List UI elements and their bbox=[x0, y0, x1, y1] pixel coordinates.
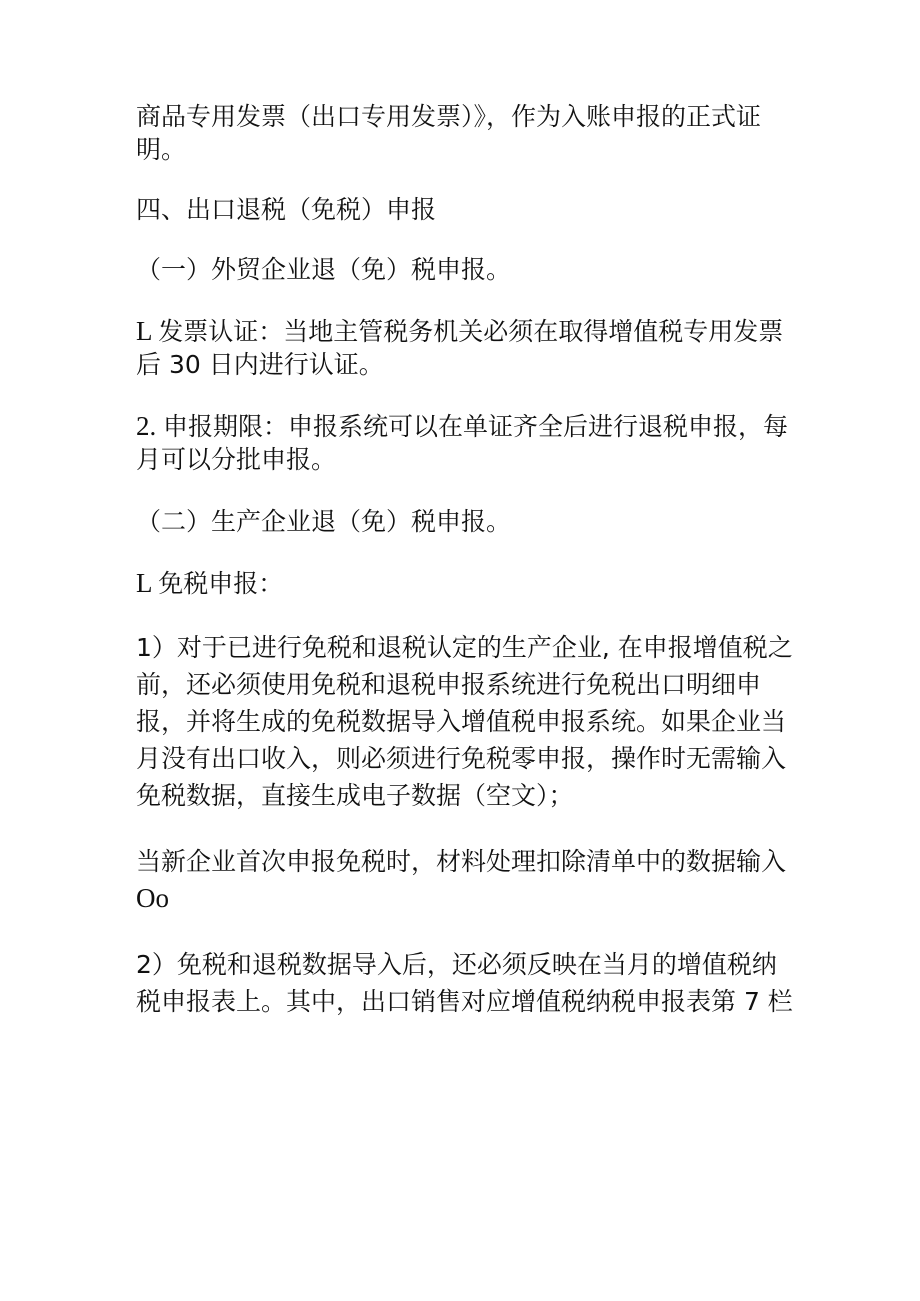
list-marker: 2. bbox=[136, 411, 163, 441]
text-line: 后 30 日内进行认证。 bbox=[136, 350, 384, 379]
text-line: 月没有出口收入，则必须进行免税零申报，操作时无需输入 bbox=[136, 744, 787, 773]
paragraph-invoice-proof bbox=[136, 100, 796, 166]
text-line: 发票认证：当地主管税务机关必须在取得增值税专用发票 bbox=[158, 317, 784, 346]
subsection-heading-production bbox=[136, 505, 796, 538]
text-line: 报，并将生成的免税数据导入增值税申报系统。如果企业当 bbox=[136, 707, 787, 736]
paragraph-exemption-step-2 bbox=[136, 946, 796, 1020]
text-line: （二）生产企业退（免）税申报。 bbox=[136, 507, 512, 536]
text-line: 1）对于已进行免税和退税认定的生产企业, 在申报增值税之 bbox=[136, 633, 793, 662]
text-line: 前，还必须使用免税和退税申报系统进行免税出口明细申 bbox=[136, 670, 762, 699]
text-line: 申报期限：申报系统可以在单证齐全后进行退税申报，每 bbox=[163, 412, 789, 441]
document-body bbox=[136, 100, 796, 1020]
paragraph-filing-deadline bbox=[136, 410, 796, 476]
subsection-heading-foreign-trade bbox=[136, 253, 796, 286]
text-line: 税申报表上。其中，出口销售对应增值税纳税申报表第 7 栏 bbox=[136, 987, 793, 1016]
trailing-text: Oo bbox=[136, 883, 169, 913]
paragraph-exemption-step-1 bbox=[136, 629, 796, 814]
text-line: 商品专用发票（出口专用发票）》，作为入账申报的正式证 bbox=[136, 102, 762, 131]
text-line: 免税申报： bbox=[158, 569, 284, 598]
list-marker: L bbox=[136, 316, 159, 346]
list-marker: L bbox=[136, 568, 159, 598]
paragraph-tax-exemption-heading bbox=[136, 567, 796, 600]
paragraph-invoice-certification bbox=[136, 315, 796, 381]
section-heading-export-refund bbox=[136, 193, 796, 226]
text-line: 月可以分批申报。 bbox=[136, 445, 337, 474]
text-line: 当新企业首次申报免税时，材料处理扣除清单中的数据输入 bbox=[136, 847, 787, 876]
text-line: 明。 bbox=[136, 135, 187, 164]
text-line: 2）免税和退税数据导入后，还必须反映在当月的增值税纳 bbox=[136, 950, 777, 979]
text-line: （一）外贸企业退（免）税申报。 bbox=[136, 255, 512, 284]
text-line: 四、出口退税（免税）申报 bbox=[136, 195, 437, 224]
paragraph-new-enterprise bbox=[136, 843, 796, 917]
text-line: 免税数据，直接生成电子数据（空文）； bbox=[136, 781, 574, 810]
